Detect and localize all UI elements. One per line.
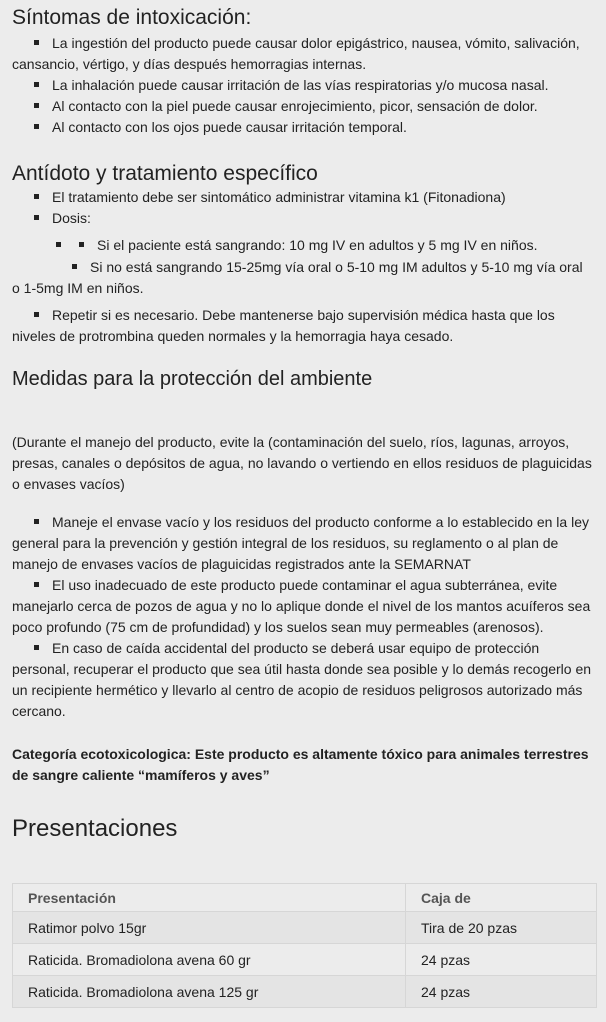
sintomas-heading: Síntomas de intoxicación: bbox=[12, 6, 252, 29]
table-header-row bbox=[13, 884, 597, 912]
list-item: La ingestión del producto puede causar dolor epigástrico, nausea, vómito, salivación, cansancio, vértigo, y días después hemorragias internas. bbox=[12, 35, 580, 72]
list-item: Maneje el envase vacío y los residuos del producto conforme a lo establecido en la ley general para la prevención y gestión integral de los residuos, su reglamento o al plan de manejo de envases vacíos de plaguicidas registrados ante la SEMARNAT bbox=[12, 514, 589, 572]
table-cell: 24 pzas bbox=[406, 976, 597, 1008]
table-row bbox=[13, 944, 597, 976]
list-item: La inhalación puede causar irritación de las vías respiratorias y/o mucosa nasal. bbox=[12, 75, 594, 96]
table-row bbox=[13, 912, 597, 944]
medidas-intro: (Durante el manejo del producto, evite la (contaminación del suelo, ríos, lagunas, arroyos, presas, canales o depósitos de agua, no lavando o vertiendo en ellos residuos de plaguicidas o envases vacíos) bbox=[12, 434, 592, 492]
antidoto-heading: Antídoto y tratamiento específico bbox=[12, 162, 318, 185]
presentaciones-heading: Presentaciones bbox=[12, 815, 178, 842]
column-header-presentacion: Presentación bbox=[13, 884, 406, 912]
list-item: El uso inadecuado de este producto puede contaminar el agua subterránea, evite manejarlo cerca de pozos de agua y no lo aplique donde el nivel de los mantos acuíferos sea poco profundo (75 cm de profundidad) y los suelos sean muy permeables (arenosos). bbox=[12, 577, 591, 635]
medidas-list bbox=[12, 512, 594, 722]
bullet-icon bbox=[79, 242, 84, 247]
table-cell: Ratimor polvo 15gr bbox=[13, 912, 406, 944]
list-item: El tratamiento debe ser sintomático administrar vitamina k1 (Fitonadiona) bbox=[12, 187, 594, 208]
list-item: Dosis: bbox=[12, 208, 594, 229]
bullet-icon bbox=[34, 215, 39, 220]
bullet-icon bbox=[34, 582, 39, 587]
table-cell: 24 pzas bbox=[406, 944, 597, 976]
list-item: Al contacto con los ojos puede causar irritación temporal. bbox=[12, 117, 594, 138]
sub-list-item: Si no está sangrando 15-25mg vía oral o 5-10 mg IM adultos y 5-10 mg vía oral o 1-5mg IM en niños. bbox=[12, 259, 583, 296]
bullet-icon bbox=[34, 645, 39, 650]
medidas-heading: Medidas para la protección del ambiente bbox=[12, 368, 373, 390]
bullet-icon bbox=[34, 194, 39, 199]
table-cell: Raticida. Bromadiolona avena 125 gr bbox=[13, 976, 406, 1008]
bullet-icon bbox=[34, 519, 39, 524]
bullet-icon bbox=[34, 82, 39, 87]
bullet-icon bbox=[56, 242, 61, 247]
list-item: Al contacto con la piel puede causar enrojecimiento, picor, sensación de dolor. bbox=[12, 96, 594, 117]
table-cell: Raticida. Bromadiolona avena 60 gr bbox=[13, 944, 406, 976]
list-item: Repetir si es necesario. Debe mantenerse bajo supervisión médica hasta que los niveles de protrombina queden normales y la hemorragia haya cesado. bbox=[12, 307, 555, 344]
presentaciones-table bbox=[12, 883, 597, 1008]
list-item: En caso de caída accidental del producto se deberá usar equipo de protección personal, recuperar el producto que sea útil hasta donde sea posible y lo demás recogerlo en un recipiente hermético y llevarlo al centro de acopio de residuos peligrosos autorizado más cercano. bbox=[12, 640, 592, 719]
bullet-icon bbox=[34, 124, 39, 129]
categoria-ecotoxicologica: Categoría ecotoxicologica: Este producto es altamente tóxico para animales terrestres de sangre caliente “mamíferos y aves” bbox=[12, 746, 589, 783]
table-row bbox=[13, 976, 597, 1008]
sub-list-item: Si el paciente está sangrando: 10 mg IV en adultos y 5 mg IV en niños. bbox=[12, 235, 594, 256]
bullet-icon bbox=[34, 40, 39, 45]
column-header-caja: Caja de bbox=[406, 884, 597, 912]
bullet-icon bbox=[34, 103, 39, 108]
antidoto-list bbox=[12, 187, 594, 347]
bullet-icon bbox=[72, 264, 77, 269]
table-cell: Tira de 20 pzas bbox=[406, 912, 597, 944]
bullet-icon bbox=[34, 312, 39, 317]
sintomas-list bbox=[12, 33, 594, 138]
